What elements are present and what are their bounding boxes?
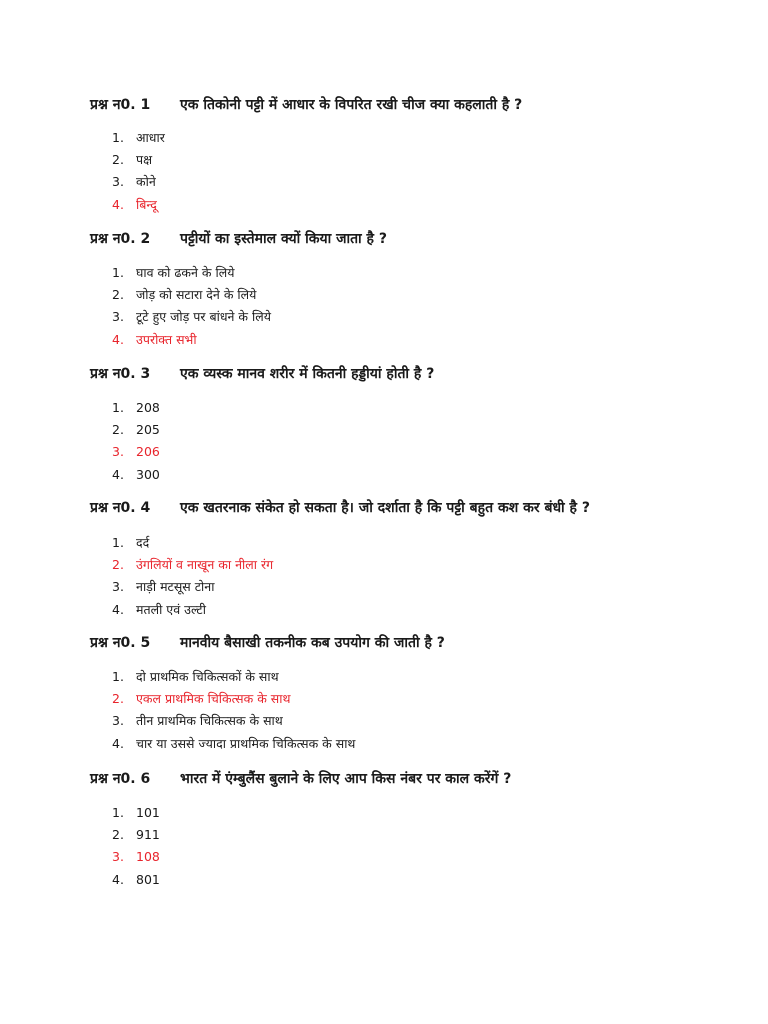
option-item-correct — [112, 687, 355, 709]
question-number: प्रश्न न0. 3 — [90, 365, 151, 382]
option-index: 2. — [112, 286, 124, 302]
question-number: प्रश्न न0. 1 — [90, 96, 151, 113]
option-item — [112, 306, 271, 328]
question-header — [90, 227, 730, 249]
question-header — [90, 631, 730, 653]
question-text: मानवीय बैसाखी तकनीक कब उपयोग की जाती है ? — [180, 634, 445, 651]
option-item — [112, 463, 160, 485]
question-text: एक तिकोनी पट्टी में आधार के विपरित रखी चीज क्या कहलाती है ? — [180, 96, 523, 113]
option-item — [112, 868, 160, 890]
option-list — [112, 531, 273, 620]
option-text: नाड़ी मटसूस टोना — [136, 579, 215, 595]
option-text: आधार — [136, 129, 165, 145]
question-number: प्रश्न न0. 2 — [90, 230, 151, 247]
option-item — [112, 261, 271, 283]
option-index: 2. — [112, 151, 124, 167]
option-item — [112, 576, 273, 598]
option-text: पक्ष — [136, 151, 153, 167]
option-item-correct — [112, 193, 165, 215]
question-header — [90, 362, 730, 384]
option-index: 1. — [112, 399, 124, 415]
option-text: बिन्दू — [136, 196, 157, 212]
question-6 — [90, 767, 730, 887]
question-number: प्रश्न न0. 6 — [90, 770, 151, 787]
option-text: 101 — [136, 804, 160, 820]
question-number: प्रश्न न0. 4 — [90, 499, 151, 516]
option-list — [112, 261, 271, 350]
option-text: दर्द — [136, 534, 150, 550]
option-index: 4. — [112, 466, 124, 482]
option-index: 4. — [112, 601, 124, 617]
option-index: 3. — [112, 174, 124, 190]
option-list — [112, 665, 355, 754]
option-item — [112, 531, 273, 553]
question-header — [90, 767, 730, 789]
option-item — [112, 710, 355, 732]
option-index: 1. — [112, 804, 124, 820]
question-3 — [90, 362, 730, 482]
option-list — [112, 801, 160, 890]
option-item — [112, 126, 165, 148]
option-item — [112, 283, 271, 305]
option-index: 3. — [112, 444, 124, 460]
option-text: उंगलियों व नाखून का नीला रंग — [136, 556, 274, 572]
option-index: 4. — [112, 331, 124, 347]
option-item — [112, 396, 160, 418]
question-text: पट्टीयों का इस्तेमाल क्यों किया जाता है ? — [180, 230, 387, 247]
option-text: 801 — [136, 871, 160, 887]
option-index: 1. — [112, 129, 124, 145]
question-header — [90, 496, 730, 518]
option-item-correct — [112, 846, 160, 868]
option-index: 2. — [112, 826, 124, 842]
option-text: 911 — [136, 826, 160, 842]
option-text: टूटे हुए जोड़ पर बांधने के लिये — [136, 309, 271, 325]
option-index: 2. — [112, 556, 124, 572]
option-index: 1. — [112, 534, 124, 550]
option-text: 206 — [136, 444, 160, 460]
option-item-correct — [112, 441, 160, 463]
option-index: 4. — [112, 735, 124, 751]
question-header — [90, 93, 730, 115]
option-index: 2. — [112, 421, 124, 437]
option-item — [112, 148, 165, 170]
option-text: चार या उससे ज्यादा प्राथमिक चिकित्सक के साथ — [136, 735, 356, 751]
option-index: 1. — [112, 264, 124, 280]
question-text: एक खतरनाक संकेत हो सकता है। जो दर्शाता है कि पट्टी बहुत कश कर बंधी है ? — [180, 499, 590, 516]
option-index: 3. — [112, 849, 124, 865]
option-text: 108 — [136, 849, 160, 865]
question-4 — [90, 496, 730, 617]
question-number: प्रश्न न0. 5 — [90, 634, 151, 651]
option-item — [112, 171, 165, 193]
option-text: जोड़ को सटारा देने के लिये — [136, 286, 257, 302]
option-item-correct — [112, 553, 273, 575]
option-text: तीन प्राथमिक चिकित्सक के साथ — [136, 713, 283, 729]
option-text: दो प्राथमिक चिकित्सकों के साथ — [136, 668, 279, 684]
option-text: घाव को ढकने के लिये — [136, 264, 235, 280]
option-index: 3. — [112, 579, 124, 595]
option-index: 2. — [112, 690, 124, 706]
option-index: 4. — [112, 196, 124, 212]
option-text: मतली एवं उल्टी — [136, 601, 206, 617]
option-text: 300 — [136, 466, 160, 482]
question-2 — [90, 227, 730, 347]
option-text: 208 — [136, 399, 160, 415]
option-text: उपरोक्त सभी — [136, 331, 197, 347]
question-1 — [90, 93, 730, 212]
option-item — [112, 732, 355, 754]
option-index: 3. — [112, 713, 124, 729]
option-item — [112, 665, 355, 687]
option-text: 205 — [136, 421, 160, 437]
question-text: भारत में एंम्बुलैंस बुलाने के लिए आप किस नंबर पर काल करेंगें ? — [180, 770, 512, 787]
option-item-correct — [112, 328, 271, 350]
option-item — [112, 801, 160, 823]
option-item — [112, 823, 160, 845]
question-text: एक व्यस्क मानव शरीर में कितनी हड्डीयां होती है ? — [180, 365, 435, 382]
option-list — [112, 126, 165, 215]
option-list — [112, 396, 160, 485]
option-text: एकल प्राथमिक चिकित्सक के साथ — [136, 690, 291, 706]
option-item — [112, 418, 160, 440]
option-index: 4. — [112, 871, 124, 887]
option-item — [112, 598, 273, 620]
question-5 — [90, 631, 730, 751]
option-index: 3. — [112, 309, 124, 325]
option-text: कोने — [136, 174, 156, 190]
option-index: 1. — [112, 668, 124, 684]
